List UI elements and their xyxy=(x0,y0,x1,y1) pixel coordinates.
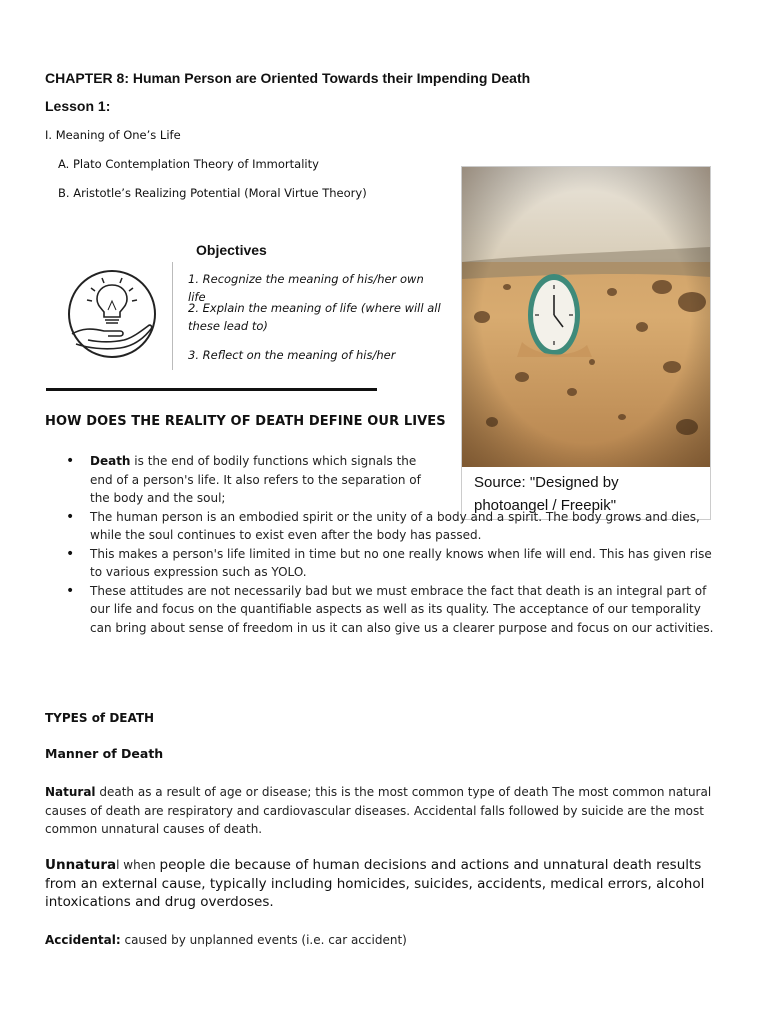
bullet-term: Death xyxy=(90,454,131,468)
bullet-text: is the end of bodily functions which signals the end of a person's life. It also refers to the separation of the body and the soul; xyxy=(90,454,421,505)
types-heading: TYPES of DEATH xyxy=(45,711,155,725)
outline-item-meaning-of-life: I. Meaning of One’s Life xyxy=(45,128,181,142)
death-bullet-list xyxy=(66,452,726,637)
bullet-text: This makes a person's life limited in time but no one really knows when life will end. This has given rise to various expression such as YOLO. xyxy=(90,546,712,579)
bullet-text: The human person is an embodied spirit or the unity of a body and a spirit. The body grows and dies, while the soul continues to exist even after the body has passed. xyxy=(90,509,700,542)
list-item xyxy=(66,545,726,582)
objective-item-1: 1. Recognize the meaning of his/her own life xyxy=(188,272,424,304)
lightbulb-hand-icon xyxy=(58,268,166,360)
unnatural-term: Unnatura xyxy=(45,857,117,873)
section-rule xyxy=(46,388,377,391)
accidental-paragraph xyxy=(45,931,735,950)
objectives-title: Objectives xyxy=(196,242,267,258)
natural-paragraph xyxy=(45,783,735,839)
objectives-divider xyxy=(172,262,173,370)
section-heading: HOW DOES THE REALITY OF DEATH DEFINE OUR LIVES xyxy=(45,414,446,429)
unnatural-connector: l when xyxy=(116,858,160,872)
objective-item-3: 3. Reflect on the meaning of his/her xyxy=(188,348,396,362)
outline-item-aristotle: B. Aristotle’s Realizing Potential (Moral Virtue Theory) xyxy=(58,186,367,200)
lesson-title: Lesson 1: xyxy=(45,98,111,114)
accidental-term: Accidental: xyxy=(45,933,121,947)
unnatural-paragraph xyxy=(45,856,735,912)
list-item xyxy=(66,508,726,545)
manner-heading: Manner of Death xyxy=(45,746,164,761)
bullet-text: These attitudes are not necessarily bad but we must embrace the fact that death is an integral part of our life and focus on the quantifiable aspects as well as its quality. The acceptance of our temporality can bring about sense of freedom in us it can also give us a clearer purpose and focus on our activities. xyxy=(90,583,714,635)
natural-text: death as a result of age or disease; this is the most common type of death The most common natural causes of death are respiratory and cardiovascular diseases. Accidental falls followed by suicide are the most common unnatural causes of death. xyxy=(45,785,712,836)
natural-term: Natural xyxy=(45,785,96,799)
unnatural-text: people die because of human decisions and actions and unnatural death results from an external cause, typically including homicides, suicides, accidents, medical errors, alcohol intoxications and drug overdoses. xyxy=(45,857,705,910)
accidental-text: caused by unplanned events (i.e. car accident) xyxy=(120,933,407,947)
objective-item-2: 2. Explain the meaning of life (where will all these lead to) xyxy=(188,301,441,333)
list-item xyxy=(66,452,440,508)
list-item xyxy=(66,582,726,638)
image-caption-line-2: photoangel / Freepik" xyxy=(474,497,617,514)
chapter-title: CHAPTER 8: Human Person are Oriented Towards their Impending Death xyxy=(45,70,531,86)
image-caption-line-1: Source: "Designed by xyxy=(474,474,619,491)
outline-item-plato: A. Plato Contemplation Theory of Immortality xyxy=(58,157,319,171)
